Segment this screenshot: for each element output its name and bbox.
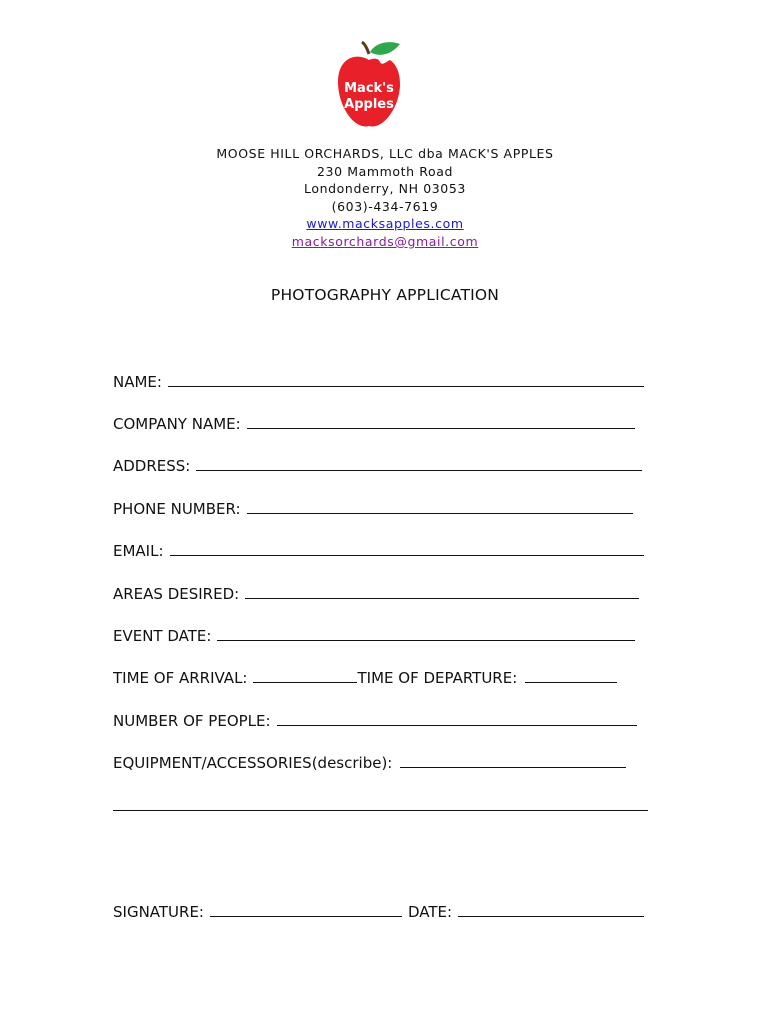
name-field[interactable]: [168, 372, 644, 387]
logo-text-line1: Mack's: [344, 81, 394, 96]
signature-field[interactable]: [210, 902, 402, 917]
email-link[interactable]: macksorchards@gmail.com: [291, 233, 479, 249]
event-date-field[interactable]: [217, 626, 635, 641]
time-of-departure-label: TIME OF DEPARTURE:: [357, 669, 518, 687]
website-link[interactable]: www.macksapples.com: [306, 216, 464, 232]
address-label: ADDRESS:: [113, 457, 191, 475]
number-of-people-label: NUMBER OF PEOPLE:: [113, 712, 271, 730]
areas-desired-field[interactable]: [245, 584, 639, 599]
apple-logo-icon: [334, 40, 404, 132]
equipment-label: EQUIPMENT/ACCESSORIES(describe):: [113, 754, 393, 772]
email-label: EMAIL:: [113, 542, 164, 560]
name-row: [113, 372, 644, 394]
equipment-continued-row: [113, 796, 648, 818]
phone-number-field[interactable]: [247, 499, 633, 514]
signature-row: [113, 902, 644, 924]
event-date-row: [113, 626, 635, 648]
city-state-zip: Londonderry, NH 03053: [304, 181, 466, 197]
event-date-label: EVENT DATE:: [113, 627, 212, 645]
signature-label: SIGNATURE:: [113, 903, 204, 921]
address-field[interactable]: [196, 456, 642, 471]
email-row: [113, 541, 644, 563]
areas-desired-label: AREAS DESIRED:: [113, 585, 240, 603]
logo-text-line2: Apples: [344, 97, 394, 112]
areas-desired-row: [113, 584, 639, 606]
equipment-continued-field[interactable]: [113, 796, 648, 811]
time-of-departure-field[interactable]: [525, 668, 617, 683]
letterhead: [0, 145, 770, 251]
equipment-row: [113, 753, 626, 775]
page-title: PHOTOGRAPHY APPLICATION: [270, 286, 500, 304]
phone-number-label: PHONE NUMBER:: [113, 500, 241, 518]
time-of-arrival-field[interactable]: [253, 668, 357, 683]
street-address: 230 Mammoth Road: [316, 163, 454, 179]
company-name-row: [113, 414, 635, 436]
company-name: MOOSE HILL ORCHARDS, LLC dba MACK'S APPLES: [216, 146, 554, 161]
time-of-arrival-label: TIME OF ARRIVAL:: [113, 669, 248, 687]
company-name-label: COMPANY NAME:: [113, 415, 241, 433]
macks-apples-logo: [334, 40, 404, 132]
phone: (603)-434-7619: [331, 198, 439, 214]
email-field[interactable]: [170, 541, 644, 556]
address-row: [113, 456, 642, 478]
date-label: DATE:: [407, 903, 453, 921]
name-label: NAME:: [113, 373, 162, 391]
number-of-people-row: [113, 711, 637, 733]
equipment-field[interactable]: [400, 753, 626, 768]
date-field[interactable]: [458, 902, 644, 917]
number-of-people-field[interactable]: [277, 711, 637, 726]
phone-number-row: [113, 499, 633, 521]
company-name-field[interactable]: [247, 414, 635, 429]
time-row: [113, 668, 617, 690]
